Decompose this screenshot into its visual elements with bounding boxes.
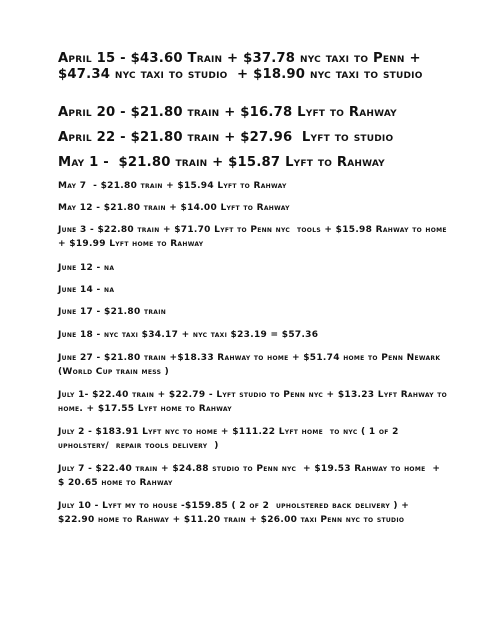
expense-entry-june-3: June 3 - $22.80 train + $71.70 Lyft to Penn nyc tools + $15.98 Rahway to home + $19.99 Lyft home to Rahway	[58, 225, 451, 249]
expense-entry-may-1: May 1 - $21.80 train + $15.87 Lyft to Rahway	[58, 155, 385, 170]
expense-entry-april-20: April 20 - $21.80 train + $16.78 Lyft to Rahway	[58, 105, 397, 120]
expense-entry-july-7: July 7 - $22.40 train + $24.88 studio to Penn nyc + $19.53 Rahway to home + $ 20.65 home to Rahway	[58, 464, 444, 488]
expense-entry-june-18: June 18 - nyc taxi $34.17 + nyc taxi $23.19 = $57.36	[58, 330, 319, 340]
expense-entry-july-10: July 10 - Lyft my to house -$159.85 ( 2 of 2 upholstered back delivery ) + $22.90 home to Rahway + $11.20 train + $26.00 taxi Penn nyc to studio	[58, 501, 413, 525]
expense-entry-may-12: May 12 - $21.80 train + $14.00 Lyft to Rahway	[58, 203, 290, 213]
expense-entry-july-1: July 1- $22.40 train + $22.79 - Lyft studio to Penn nyc + $13.23 Lyft Rahway to home. + $17.55 Lyft home to Rahway	[58, 390, 451, 414]
expense-entry-june-17: June 17 - $21.80 train	[58, 307, 167, 317]
expense-entry-june-14: June 14 - na	[58, 285, 115, 295]
expense-entry-april-22: April 22 - $21.80 train + $27.96 Lyft to studio	[58, 130, 394, 145]
expense-entry-may-7: May 7 - $21.80 train + $15.94 Lyft to Rahway	[58, 181, 287, 191]
expense-entry-july-2: July 2 - $183.91 Lyft nyc to home + $111.22 Lyft home to nyc ( 1 of 2 upholstery/ repair tools delivery )	[58, 427, 406, 451]
expense-entry-june-27: June 27 - $21.80 train +$18.33 Rahway to home + $51.74 home to Penn Newark (World Cup train mess )	[58, 353, 444, 377]
expense-entry-april-15: April 15 - $43.60 Train + $37.78 nyc taxi to Penn + $47.34 nyc taxi to studio + $18.90 nyc taxi to studio	[58, 51, 426, 82]
expense-entry-june-12: June 12 - na	[58, 263, 115, 273]
